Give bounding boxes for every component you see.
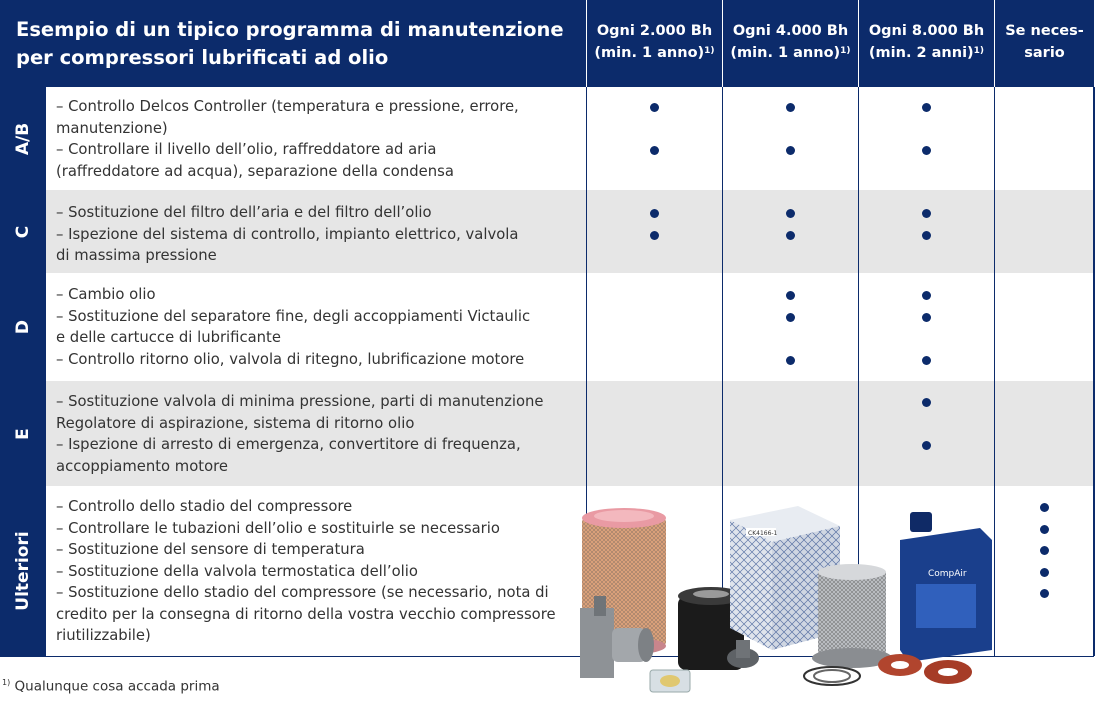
table-row	[0, 190, 1094, 273]
row-tag-label: E	[13, 427, 33, 440]
schedule-cell	[994, 273, 1094, 381]
task-line: – Ispezione del sistema di controllo, impianto elettrico, valvola	[56, 225, 519, 243]
schedule-cell	[722, 381, 858, 486]
column-header-as-needed-line2: sario	[1024, 45, 1065, 61]
table-row	[0, 87, 1094, 190]
column-header-as-needed	[995, 0, 1094, 87]
oil-can-icon	[900, 512, 992, 662]
schedule-cell	[994, 381, 1094, 486]
task-line: credito per la consegna di ritorno della vostra vecchio compressore	[56, 605, 556, 623]
task-line: accoppiamento motore	[56, 457, 228, 475]
task-line: – Sostituzione del sensore di temperatura	[56, 541, 365, 558]
footnote-ref: 1)	[704, 46, 715, 56]
spare-parts-image	[560, 500, 1010, 698]
table-title-line2: per compressori lubrificati ad olio	[16, 46, 389, 69]
schedule-dot	[786, 209, 795, 218]
schedule-dot	[786, 146, 795, 155]
separator-element-icon	[812, 564, 892, 668]
task-line: – Controllo Delcos Controller (temperatura e pressione, errore,	[56, 98, 519, 115]
column-header-8000-interval: (min. 2 anni)	[868, 45, 974, 61]
schedule-dot	[1040, 503, 1049, 512]
schedule-dot	[650, 231, 659, 240]
schedule-dot	[922, 209, 931, 218]
seal-kit-icon	[650, 667, 860, 692]
task-line: (raffreddatore ad acqua), separazione della condensa	[56, 162, 454, 180]
column-header-2000-line2	[587, 42, 722, 64]
schedule-cell	[858, 273, 994, 381]
row-tag-label: C	[13, 225, 33, 238]
column-header-4000	[723, 0, 858, 87]
schedule-cell	[722, 273, 858, 381]
row-tag	[0, 381, 46, 486]
task-line: – Controllo dello stadio del compressore	[56, 498, 353, 515]
task-line: riutilizzabile)	[56, 627, 151, 644]
footnote-marker: 1)	[2, 678, 11, 687]
task-line: Regolatore di aspirazione, sistema di ritorno olio	[56, 414, 415, 432]
schedule-cell	[586, 381, 722, 486]
task-description	[56, 96, 519, 182]
table-row	[0, 273, 1094, 381]
task-line: – Controllare il livello dell’olio, raffreddatore ad aria	[56, 141, 437, 158]
row-tag	[0, 273, 46, 381]
column-header-8000-line1: Ogni 8.000 Bh	[868, 23, 985, 39]
row-tag-label: A/B	[13, 122, 33, 155]
column-header-as-needed-line1: Se neces-	[1005, 23, 1084, 39]
task-description	[56, 496, 556, 647]
task-line: – Sostituzione del separatore fine, degli accoppiamenti Victaulic	[56, 307, 531, 325]
task-line: – Controllare le tubazioni dell’olio e sostituirle se necessario	[56, 519, 500, 537]
schedule-dot	[1040, 546, 1049, 555]
column-header-2000-interval: (min. 1 anno)	[594, 45, 705, 61]
table-title-line1: Esempio di un tipico programma di manutenzione	[16, 18, 564, 41]
schedule-cell	[858, 381, 994, 486]
schedule-dot	[922, 441, 931, 450]
task-line: manutenzione)	[56, 119, 168, 137]
schedule-cell	[586, 273, 722, 381]
task-line: e delle cartucce di lubrificante	[56, 329, 281, 346]
column-header-4000-interval: (min. 1 anno)	[730, 45, 841, 61]
task-line: – Sostituzione dello stadio del compressore (se necessario, nota di	[56, 584, 549, 601]
footnote-ref: 1)	[840, 46, 851, 56]
table-title	[0, 0, 586, 87]
column-header-2000-line1: Ogni 2.000 Bh	[596, 23, 713, 39]
schedule-dot	[786, 313, 795, 322]
schedule-cell	[994, 190, 1094, 273]
column-header-4000-line2	[723, 42, 858, 64]
task-line: – Sostituzione della valvola termostatica dell’olio	[56, 562, 418, 580]
schedule-dot	[786, 231, 795, 240]
schedule-dot	[1040, 589, 1049, 598]
footnote	[2, 678, 220, 695]
schedule-dot	[786, 103, 795, 112]
task-line: – Cambio olio	[56, 286, 156, 303]
row-tag	[0, 87, 46, 190]
schedule-dot	[1040, 525, 1049, 534]
task-line: di massima pressione	[56, 247, 217, 264]
column-header-8000-line2	[859, 42, 994, 64]
row-tag	[0, 486, 46, 656]
task-line: – Controllo ritorno olio, valvola di ritegno, lubrificazione motore	[56, 350, 525, 368]
schedule-dot	[786, 291, 795, 300]
schedule-dot	[922, 231, 931, 240]
task-description	[56, 391, 544, 477]
schedule-dot	[922, 313, 931, 322]
column-header-2000	[587, 0, 722, 87]
schedule-dot	[922, 356, 931, 365]
row-tag-label: Ulteriori	[13, 531, 33, 611]
table-row	[0, 381, 1094, 486]
task-description	[56, 284, 530, 370]
task-line: – Sostituzione valvola di minima pressione, parti di manutenzione	[56, 393, 544, 410]
footnote-ref: 1)	[973, 46, 985, 56]
schedule-dot	[1040, 568, 1049, 577]
schedule-dot	[922, 103, 931, 112]
schedule-dot	[786, 356, 795, 365]
schedule-cell	[994, 87, 1094, 190]
box-label: CK4166-1	[748, 530, 778, 537]
task-description	[56, 202, 518, 267]
schedule-dot	[922, 146, 931, 155]
column-header-4000-line1: Ogni 4.000 Bh	[732, 23, 849, 39]
oil-brand-label: CompAir	[928, 569, 967, 579]
footnote-text: Qualunque cosa accada prima	[14, 678, 220, 695]
row-tag	[0, 190, 46, 273]
row-tag-label: D	[13, 319, 33, 335]
column-header-8000	[859, 0, 994, 87]
schedule-dot	[922, 398, 931, 407]
table-border	[1093, 87, 1095, 656]
task-line: – Sostituzione del filtro dell’aria e del filtro dell’olio	[56, 204, 432, 221]
task-line: – Ispezione di arresto di emergenza, convertitore di frequenza,	[56, 436, 521, 453]
schedule-dot	[922, 291, 931, 300]
schedule-dot	[650, 103, 659, 112]
schedule-dot	[650, 146, 659, 155]
schedule-dot	[650, 209, 659, 218]
